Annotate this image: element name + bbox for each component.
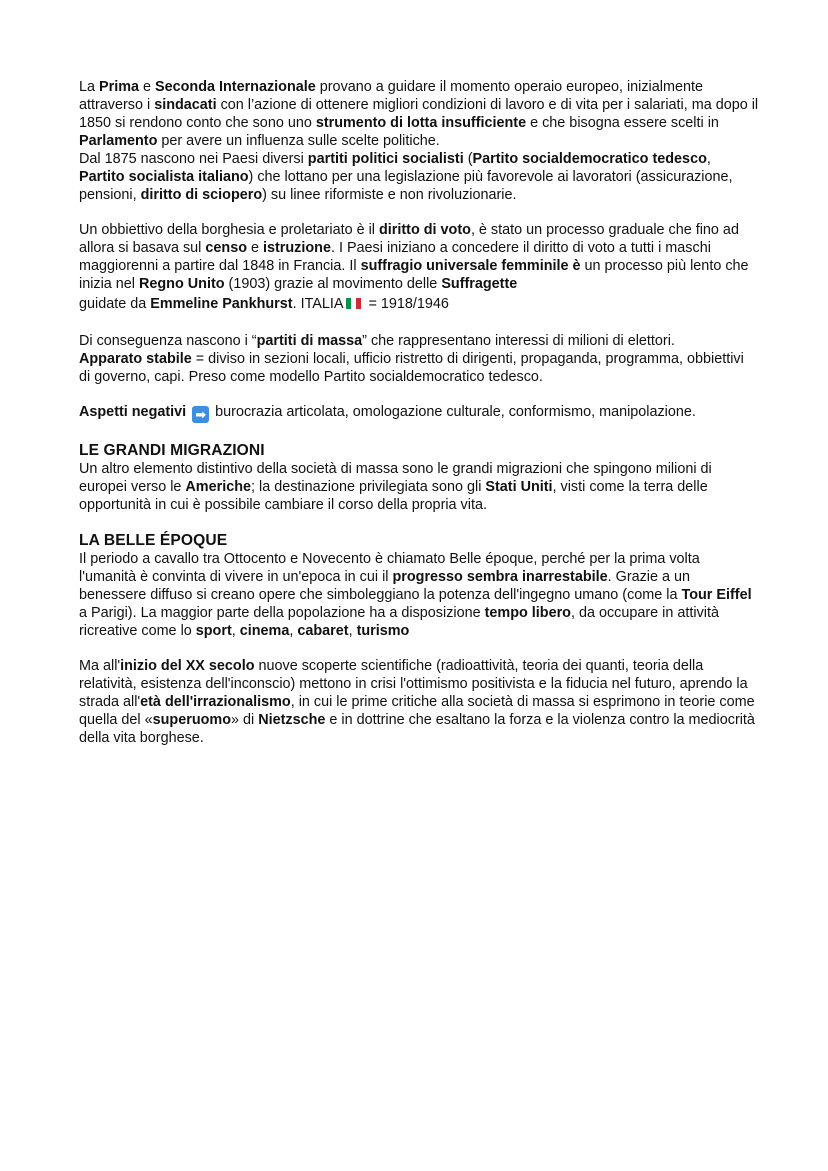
text: = 1918/1946 [364, 296, 449, 312]
paragraph-migrazioni [79, 460, 759, 514]
bold-text: sindacati [154, 97, 217, 113]
text: Un obbiettivo della borghesia e proletariato è il [79, 222, 379, 238]
bold-text: Partito socialista italiano [79, 169, 249, 185]
flag-stripe-red [356, 298, 361, 309]
text: , in cui le prime critiche alla società di massa si esprimono in teorie come quella del « [79, 694, 755, 728]
heading-belle-epoque: LA BELLE ÉPOQUE [79, 532, 228, 549]
text: nuove scoperte scientifiche (radioattività, teoria dei quanti, teoria della relatività, esistenza dell'inconscio) mettono in crisi l'ottimismo positivista e la fiducia nel futuro, aprendo la strada all' [79, 658, 748, 710]
text: , [348, 623, 357, 639]
text: Ma all' [79, 658, 121, 674]
italy-flag-icon [346, 298, 362, 309]
bold-text: cabaret [297, 623, 349, 639]
bold-text: Suffragette [441, 276, 518, 292]
bold-text: Seconda Internazionale [155, 79, 316, 95]
text: Il periodo a cavallo tra Ottocento e Novecento è chiamato Belle époque, perché per la prima volta l'umanità è convinta di vivere in un'epoca in cui il [79, 551, 700, 585]
bold-text: Nietzsche [258, 712, 326, 728]
text: guidate da [79, 296, 151, 312]
bold-text: partiti politici socialisti [307, 151, 464, 167]
bold-text: Americhe [185, 479, 251, 495]
text: provano a guidare il momento operaio europeo, inizialmente attraverso i [79, 79, 703, 113]
text: Un altro elemento distintivo della società di massa sono le grandi migrazioni che spingono milioni di europei verso le [79, 461, 712, 495]
bold-text: diritto di voto [379, 222, 471, 238]
bold-text: Aspetti negativi [79, 404, 187, 420]
bold-text: istruzione [262, 240, 331, 256]
bold-text: strumento di lotta insufficiente [315, 115, 527, 131]
text: ) su linee riformiste e non rivoluzionarie. [262, 187, 517, 203]
arrow-right-icon: ➡ [192, 406, 209, 423]
spacer [79, 640, 759, 657]
bold-text: inizio del XX secolo [120, 658, 255, 674]
bold-text: Stati Uniti [485, 479, 553, 495]
document-page [79, 78, 759, 747]
text: ) che lottano per una legislazione più favorevole ai lavoratori (assicurazione, pensioni, [79, 169, 733, 203]
text: e che bisogna essere scelti in [526, 115, 719, 131]
bold-text: tempo libero [484, 605, 571, 621]
text: ” che rappresentano interessi di milioni di elettori. [362, 333, 675, 349]
text: La [79, 79, 100, 95]
text: » di [230, 712, 259, 728]
text: per avere un influenza sulle scelte politiche. [157, 133, 440, 149]
text: Dal 1875 nascono nei Paesi diversi [79, 151, 308, 167]
paragraph-aspetti-negativi [79, 403, 759, 423]
paragraph-belle-epoque [79, 550, 759, 640]
text: e in dottrine che esaltano la forza e la violenza contro la mediocrità della vita borghese. [79, 712, 755, 746]
text: . ITALIA [292, 296, 344, 312]
paragraph-apparato-stabile [79, 350, 759, 386]
bold-text: Partito socialdemocratico tedesco [472, 151, 707, 167]
text: un processo più lento che inizia nel [79, 258, 749, 292]
bold-text: età dell'irrazionalismo [140, 694, 291, 710]
bold-text: cinema [239, 623, 290, 639]
bold-text: Parlamento [79, 133, 158, 149]
bold-text: censo [205, 240, 247, 256]
bold-text: Prima [99, 79, 140, 95]
text: ; la destinazione privilegiata sono gli [251, 479, 486, 495]
heading-grandi-migrazioni: LE GRANDI MIGRAZIONI [79, 442, 265, 459]
bold-text: superuomo [152, 712, 231, 728]
spacer [79, 386, 759, 403]
bold-text: Apparato stabile [79, 351, 192, 367]
spacer [79, 315, 759, 332]
text: . I Paesi iniziano a concedere il diritto di voto a tutti i maschi maggiorenni a partire dal 1848 in Francia. Il [79, 240, 711, 274]
spacer [79, 423, 759, 441]
text: , [231, 623, 240, 639]
bold-text: diritto di sciopero [140, 187, 263, 203]
spacer [79, 204, 759, 221]
bold-text: Tour Eiffel [681, 587, 752, 603]
bold-text: sport [195, 623, 232, 639]
text: , è stato un processo graduale che fino ad allora si basava sul [79, 222, 739, 256]
text: a Parigi). La maggior parte della popolazione ha a disposizione [79, 605, 485, 621]
text: , da occupare in attività ricreative come lo [79, 605, 719, 639]
text: Di conseguenza nascono i “ [79, 333, 257, 349]
bold-text: suffragio universale femminile è [360, 258, 581, 274]
spacer [79, 514, 759, 531]
paragraph-diritto-voto [79, 221, 759, 315]
text: (1903) grazie al movimento delle [224, 276, 442, 292]
text: e [246, 240, 263, 256]
text: , [706, 151, 711, 167]
paragraph-partiti-socialisti [79, 150, 759, 204]
paragraph-internazionali [79, 78, 759, 150]
text: con l’azione di ottenere migliori condizioni di lavoro e di vita per i salariati, ma dopo il 1850 si rendono conto che sono uno [79, 97, 759, 131]
bold-text: Emmeline Pankhurst [150, 296, 293, 312]
text: ( [463, 151, 473, 167]
text: e [139, 79, 156, 95]
text: burocrazia articolata, omologazione culturale, conformismo, manipolazione. [211, 404, 696, 420]
text: , [289, 623, 298, 639]
bold-text: progresso sembra inarrestabile [392, 569, 608, 585]
bold-text: Regno Unito [139, 276, 225, 292]
text: , visti come la terra delle opportunità in cui è possibile cambiare il corso della propria vita. [79, 479, 708, 513]
paragraph-partiti-massa [79, 332, 759, 350]
bold-text: turismo [356, 623, 410, 639]
paragraph-xx-secolo [79, 657, 759, 747]
text: . Grazie a un benessere diffuso si creano opere che simboleggiano la potenza dell'ingegno umano (come la [79, 569, 691, 603]
text: = diviso in sezioni locali, ufficio ristretto di dirigenti, propaganda, programma, obbiettivi di governo, capi. Preso come modello Partito socialdemocratico tedesco. [79, 351, 744, 385]
bold-text: partiti di massa [256, 333, 363, 349]
